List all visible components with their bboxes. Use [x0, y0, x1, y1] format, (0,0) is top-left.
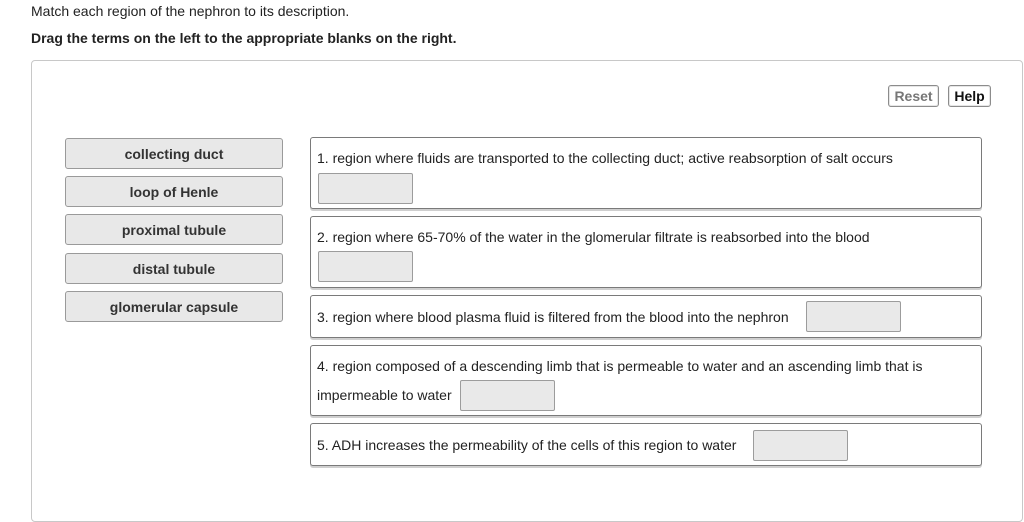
question-4-text-line1: 4. region composed of a descending limb that is permeable to water and an ascending limb that is: [317, 358, 923, 374]
reset-button[interactable]: Reset: [888, 85, 939, 107]
question-3-box: [310, 295, 982, 338]
question-3-blank[interactable]: [806, 301, 901, 332]
question-4-box: [310, 345, 982, 416]
term-distal-tubule[interactable]: distal tubule: [65, 253, 283, 284]
term-proximal-tubule[interactable]: proximal tubule: [65, 214, 283, 245]
question-3-text: 3. region where blood plasma fluid is filtered from the blood into the nephron: [317, 309, 789, 325]
question-4-text-line2: impermeable to water: [317, 387, 452, 403]
question-2-text: 2. region where 65-70% of the water in the glomerular filtrate is reabsorbed into the blood: [317, 229, 870, 245]
term-loop-of-henle[interactable]: loop of Henle: [65, 176, 283, 207]
question-5-text: 5. ADH increases the permeability of the cells of this region to water: [317, 437, 737, 453]
question-5-box: [310, 423, 982, 466]
term-collecting-duct[interactable]: collecting duct: [65, 138, 283, 169]
question-5-blank[interactable]: [753, 430, 848, 461]
instruction-text: Match each region of the nephron to its description.: [31, 3, 350, 19]
drag-directive: Drag the terms on the left to the appropriate blanks on the right.: [31, 30, 457, 46]
question-1-box: [310, 137, 982, 209]
question-4-blank[interactable]: [460, 380, 555, 411]
question-1-text: 1. region where fluids are transported to the collecting duct; active reabsorption of salt occurs: [317, 150, 893, 166]
question-2-box: [310, 216, 982, 288]
help-button[interactable]: Help: [948, 85, 991, 107]
term-glomerular-capsule[interactable]: glomerular capsule: [65, 291, 283, 322]
question-1-blank[interactable]: [318, 173, 413, 204]
question-2-blank[interactable]: [318, 251, 413, 282]
